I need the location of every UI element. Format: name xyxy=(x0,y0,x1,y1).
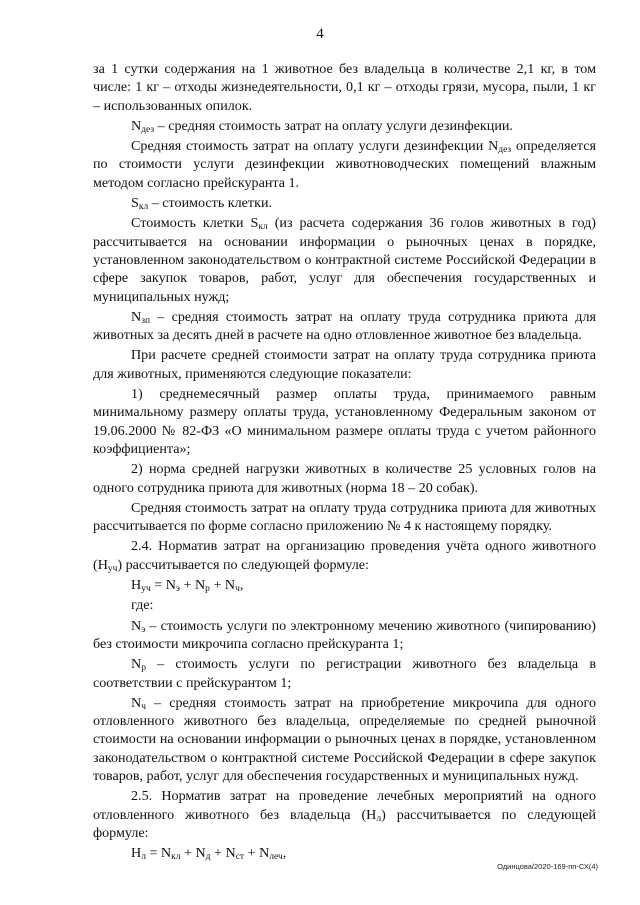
where-label: где: xyxy=(131,597,154,614)
paragraph-nzp-def: $N_{зп}$ – средняя стоимость затрат на оплату труда сотрудника приюта для животных за десять дней в расчете на одно отловленное животное без владельца. xyxy=(93,308,596,344)
paragraph-salary-form: Средняя стоимость затрат на оплату труда сотрудника приюта для животных рассчитывается по форме согласно приложению № 4 к настоящему порядку. xyxy=(93,499,596,535)
document-body xyxy=(93,60,596,864)
formula-nuch: $Н_{уч} = N_э + N_р + N_ч$, xyxy=(131,577,244,595)
section-2-5: 2.5. Норматив затрат на проведение лечебных мероприятий на одного отловленного животного без владельца $(Н_л)$ рассчитывается по следующей формуле: xyxy=(93,788,596,841)
paragraph-disinfection-cost: Средняя стоимость затрат на оплату услуги дезинфекции $N_{дез}$ определяется по стоимости услуги дезинфекции животноводческих помещений влажным методом согласно прейскуранта 1. xyxy=(93,138,596,191)
section-2-4: 2.4. Норматив затрат на организацию проведения учёта одного животного $(Н_{уч})$ рассчитывается по следующей формуле: xyxy=(93,538,596,574)
paragraph-waste: за 1 сутки содержания на 1 животное без владельца в количестве 2,1 кг, в том числе: 1 кг – отходы жизнедеятельности, 0,1 кг – отходы грязи, мусора, пыли, 1 кг – использованных опилок. xyxy=(93,61,596,114)
document-reference: Одинцова/2020-169-пп-СХ(4) xyxy=(497,862,598,871)
page-number: 4 xyxy=(316,26,324,42)
paragraph-cage-cost: Стоимость клетки $S_{кл}$ (из расчета содержания 36 голов животных в год) рассчитывается на основании информации о рыночных ценах в порядке, установленном законодательством о контрактной системе Российской Федерации в сфере закупок товаров, работ, услуг для обеспечения государственных и муниципальных нужд; xyxy=(93,215,596,305)
paragraph-nr-def: $N_р$ – стоимость услуги по регистрации животного без владельца в соответствии с прейскурантом 1; xyxy=(93,656,596,691)
list-item-mrot: 1) среднемесячный размер оплаты труда, принимаемого равным минимальному размеру оплаты труда, установленному Федеральным законом от 19.06.2000 № 82-ФЗ «О минимальном размере оплаты труда с учетом районного коэффициента»; xyxy=(93,386,596,457)
list-item-load-norm: 2) норма средней нагрузки животных в количестве 25 условных голов на одного сотрудника приюта для животных (норма 18 – 20 собак). xyxy=(93,461,596,496)
paragraph-salary-indicators: При расчете средней стоимости затрат на оплату труда сотрудника приюта для животных, применяются следующие показатели: xyxy=(93,347,596,382)
paragraph-nch-def: $N_ч$ – средняя стоимость затрат на приобретение микрочипа для одного отловленного животного без владельца, определяемые по средней рыночной стоимости на основании информации о рыночных ценах в порядке, установленном законодательством о контрактной системе Российской Федерации в сфере закупок товаров, работ, услуг для обеспечения государственных и муниципальных нужд. xyxy=(93,694,596,784)
paragraph-skl-def: $S_{кл}$ – стоимость клетки. xyxy=(131,195,273,213)
formula-nl: $Н_л = N_{кл} + N_д + N_{ст} + N_{леч}$, xyxy=(131,845,287,863)
paragraph-ndez-def: $N_{дез}$ – средняя стоимость затрат на оплату услуги дезинфекции. xyxy=(131,117,513,135)
paragraph-ne-def: $N_э$ – стоимость услуги по электронному мечению животного (чипированию) без стоимости микрочипа согласно прейскуранта 1; xyxy=(93,617,596,652)
